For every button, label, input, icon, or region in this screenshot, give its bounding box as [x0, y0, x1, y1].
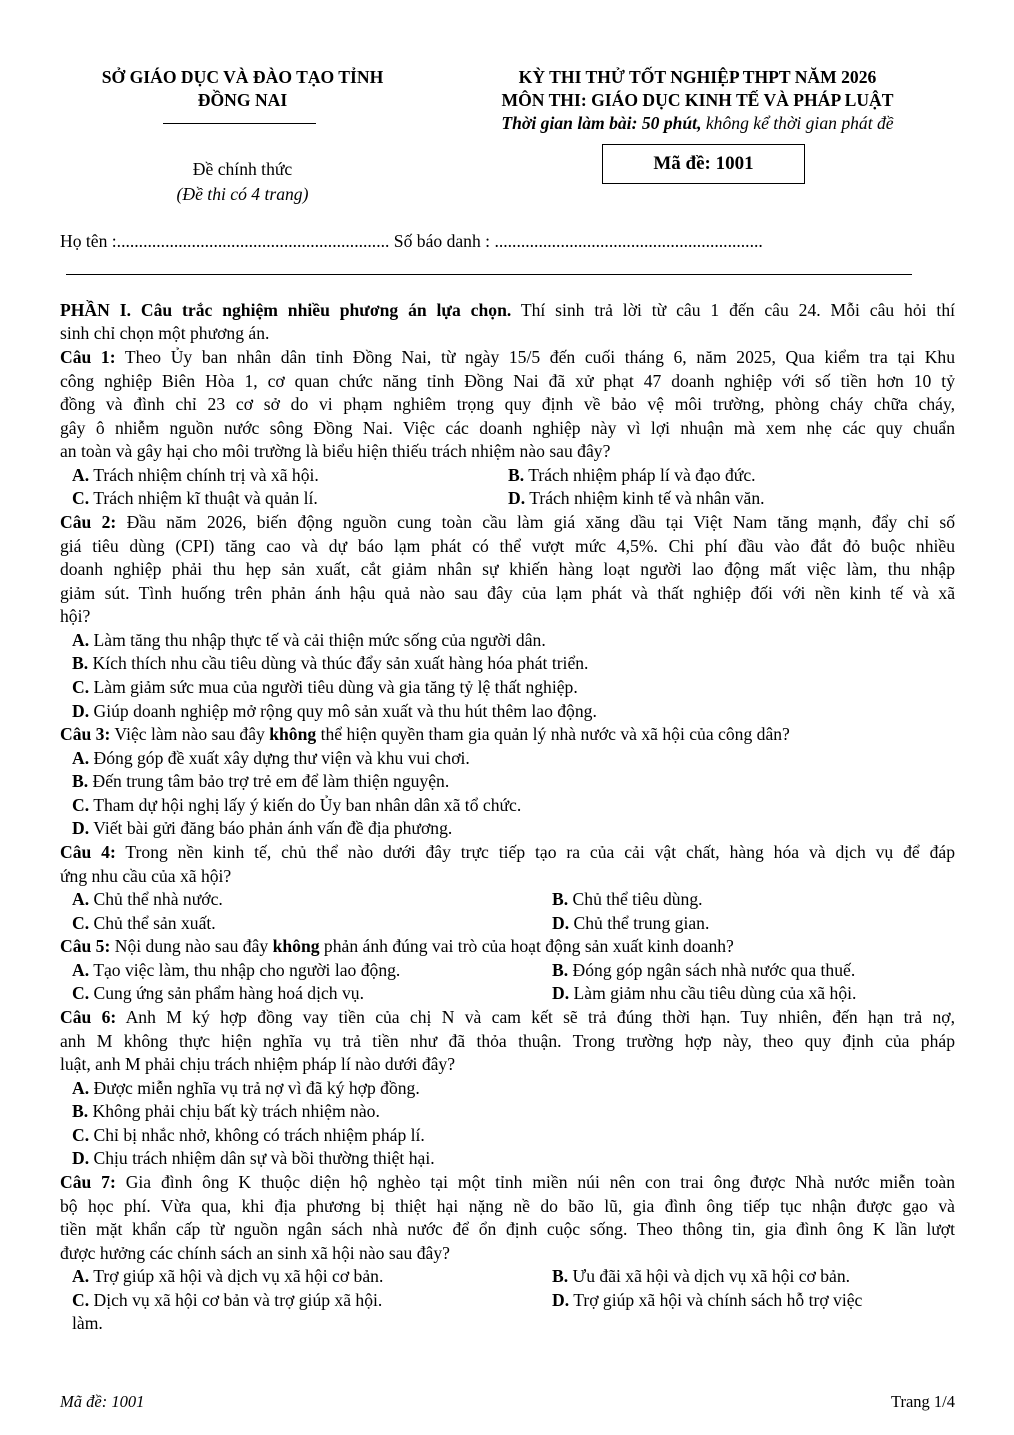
q6-stem-1: Câu 6: Anh M ký hợp đồng vay tiền của chị N và cam kết sẽ trả đúng thời hạn. Tuy nhiên, đến hạn trả nợ, — [60, 1007, 956, 1027]
q2-option-d: D. Giúp doanh nghiệp mở rộng quy mô sản xuất và thu hút thêm lao động. — [72, 701, 597, 721]
q3-option-a: A. Đóng góp đề xuất xây dựng thư viện và khu vui chơi. — [72, 748, 470, 768]
q1-stem-4: gây ô nhiễm nguồn nước sông Đồng Nai. Việc các doanh nghiệp này vì lợi nhuận mà xem nhẹ các quy chuẩn — [60, 418, 955, 438]
q7-stem-2: bộ học phí. Vừa qua, khi địa phương bị thiệt hại nặng nề do bão lũ, gia đình ông tiếp tục nhận được gạo và — [60, 1196, 955, 1216]
q4-stem-1: Câu 4: Trong nền kinh tế, chủ thể nào dưới đây trực tiếp tạo ra của cải vật chất, hàng hóa và dịch vụ để đáp — [60, 842, 956, 862]
exam-code: Mã đề: 1001 — [653, 153, 754, 174]
subject-title: MÔN THI: GIÁO DỤC KINH TẾ VÀ PHÁP LUẬT — [501, 90, 894, 110]
q1-option-b: B. Trách nhiệm pháp lí và đạo đức. — [508, 465, 756, 485]
q1-stem-1: Câu 1: Theo Ủy ban nhân dân tỉnh Đồng Nai, từ ngày 15/5 đến cuối tháng 6, năm 2025, Qua kiểm tra tại Khu — [60, 347, 956, 367]
q7-stem-4: được hưởng các chính sách an sinh xã hội nào sau đây? — [60, 1243, 450, 1263]
q3-stem: Câu 3: Việc làm nào sau đây không thể hiện quyền tham gia quản lý nhà nước và xã hội của công dân? — [60, 724, 790, 744]
q2-stem-4: giảm sút. Tình huống trên phản ánh hậu quả nào sau đây của lạm phát và thất nghiệp đối với nền kinh tế và xã — [60, 583, 955, 603]
q7-stem-3: tiền mặt khẩn cấp từ nguồn ngân sách nhà nước để ổn định cuộc sống. Theo thông tin, gia đình ông K lần lượt — [60, 1219, 955, 1239]
q4-stem-2: ứng nhu cầu của xã hội? — [60, 866, 232, 886]
pages-note: (Đề thi có 4 trang) — [176, 184, 309, 204]
footer-page-number: Trang 1/4 — [890, 1392, 955, 1411]
q2-option-a: A. Làm tăng thu nhập thực tế và cải thiện mức sống của người dân. — [72, 630, 546, 650]
q2-stem-2: giá tiêu dùng (CPI) tăng cao và dự báo lạm phát có thể vượt mức 4,5%. Chi phí đầu vào đắt đỏ buộc nhiều — [60, 536, 955, 556]
q6-option-c: C. Chỉ bị nhắc nhở, không có trách nhiệm pháp lí. — [72, 1125, 425, 1145]
candidate-id-field: Số báo danh : ............................................................. — [393, 231, 763, 251]
q7-option-b: B. Ưu đãi xã hội và dịch vụ xã hội cơ bản. — [552, 1266, 851, 1286]
q6-option-b: B. Không phải chịu bất kỳ trách nhiệm nào. — [72, 1101, 380, 1121]
q5-option-c: C. Cung ứng sản phẩm hàng hoá dịch vụ. — [72, 983, 364, 1003]
q6-stem-2: anh M không thực hiện nghĩa vụ trả tiền như đã thỏa thuận. Trong trường hợp này, theo quy định của pháp — [60, 1031, 955, 1051]
q3-option-b: B. Đến trung tâm bảo trợ trẻ em để làm thiện nguyện. — [72, 771, 450, 791]
candidate-divider — [66, 274, 912, 275]
q6-stem-3: luật, anh M phải chịu trách nhiệm pháp lí nào dưới đây? — [60, 1054, 456, 1074]
department-name: SỞ GIÁO DỤC VÀ ĐÀO TẠO TỈNH — [101, 67, 384, 87]
q5-option-b: B. Đóng góp ngân sách nhà nước qua thuế. — [552, 960, 856, 980]
q4-option-a: A. Chủ thể nhà nước. — [72, 889, 223, 909]
province-name: ĐỒNG NAI — [197, 90, 288, 110]
q1-option-d: D. Trách nhiệm kinh tế và nhân văn. — [508, 488, 765, 508]
q1-stem-5: an toàn và gây hại cho môi trường là biểu hiện thiếu trách nhiệm nào sau đây? — [60, 441, 611, 461]
q2-option-b: B. Kích thích nhu cầu tiêu dùng và thúc đẩy sản xuất hàng hóa phát triển. — [72, 653, 589, 673]
q7-option-d-continued: làm. — [72, 1313, 103, 1333]
q1-stem-3: đồng và đình chỉ 23 cơ sở do vi phạm nghiêm trọng quy định về bảo vệ môi trường, phòng cháy chữa cháy, — [60, 394, 955, 414]
q1-option-a: A. Trách nhiệm chính trị và xã hội. — [72, 465, 319, 485]
time-note: Thời gian làm bài: 50 phút, không kể thời gian phát đề — [501, 113, 894, 133]
candidate-name-field: Họ tên :.............................................................. — [60, 231, 390, 251]
q2-option-c: C. Làm giảm sức mua của người tiêu dùng và gia tăng tỷ lệ thất nghiệp. — [72, 677, 578, 697]
q5-option-a: A. Tạo việc làm, thu nhập cho người lao động. — [72, 960, 401, 980]
q1-stem-2: công nghiệp Biên Hòa 1, cơ quan chức năng tỉnh Đồng Nai đã xử phạt 47 doanh nghiệp với số tiền hơn 10 tỷ — [60, 371, 955, 391]
q1-option-c: C. Trách nhiệm kĩ thuật và quản lí. — [72, 488, 318, 508]
q4-option-d: D. Chủ thể trung gian. — [552, 913, 710, 933]
q3-option-d: D. Viết bài gửi đăng báo phản ánh vấn đề địa phương. — [72, 818, 453, 838]
q2-stem-5: hội? — [60, 606, 91, 626]
q7-option-c: C. Dịch vụ xã hội cơ bản và trợ giúp xã hội. — [72, 1290, 383, 1310]
official-label: Đề chính thức — [192, 159, 293, 179]
q2-stem-3: doanh nghiệp phải thu hẹp sản xuất, cắt giảm nhân sự khiến hàng loạt người lao động mất việc làm, thu nhập — [60, 559, 955, 579]
header-divider — [163, 123, 316, 124]
q2-stem-1: Câu 2: Đầu năm 2026, biến động nguồn cung toàn cầu làm giá xăng dầu tại Việt Nam tăng mạnh, đẩy chỉ số — [60, 512, 955, 532]
q7-option-d: D. Trợ giúp xã hội và chính sách hỗ trợ việc — [552, 1290, 863, 1310]
q7-option-a: A. Trợ giúp xã hội và dịch vụ xã hội cơ bản. — [72, 1266, 384, 1286]
exam-code-box — [602, 144, 805, 184]
q4-option-b: B. Chủ thể tiêu dùng. — [552, 889, 703, 909]
q6-option-d: D. Chịu trách nhiệm dân sự và bồi thường thiệt hại. — [72, 1148, 435, 1168]
exam-title: KỲ THI THỬ TỐT NGHIỆP THPT NĂM 2026 — [518, 67, 877, 87]
q5-option-d: D. Làm giảm nhu cầu tiêu dùng của xã hội. — [552, 983, 857, 1003]
part1-title-line: PHẦN I. Câu trắc nghiệm nhiều phương án lựa chọn. Thí sinh trả lời từ câu 1 đến câu 24. Mỗi câu hỏi thí — [60, 300, 956, 320]
q6-option-a: A. Được miễn nghĩa vụ trả nợ vì đã ký hợp đồng. — [72, 1078, 420, 1098]
q5-stem: Câu 5: Nội dung nào sau đây không phản ánh đúng vai trò của hoạt động sản xuất kinh doanh? — [60, 936, 734, 956]
q3-option-c: C. Tham dự hội nghị lấy ý kiến do Ủy ban nhân dân xã tổ chức. — [72, 795, 522, 815]
q4-option-c: C. Chủ thể sản xuất. — [72, 913, 216, 933]
q7-stem-1: Câu 7: Gia đình ông K thuộc diện hộ nghèo tại một tỉnh miền núi nên con trai ông được Nhà nước miễn toàn — [60, 1172, 956, 1192]
footer-exam-code: Mã đề: 1001 — [60, 1392, 145, 1411]
part1-instruction: sinh chỉ chọn một phương án. — [60, 323, 270, 343]
